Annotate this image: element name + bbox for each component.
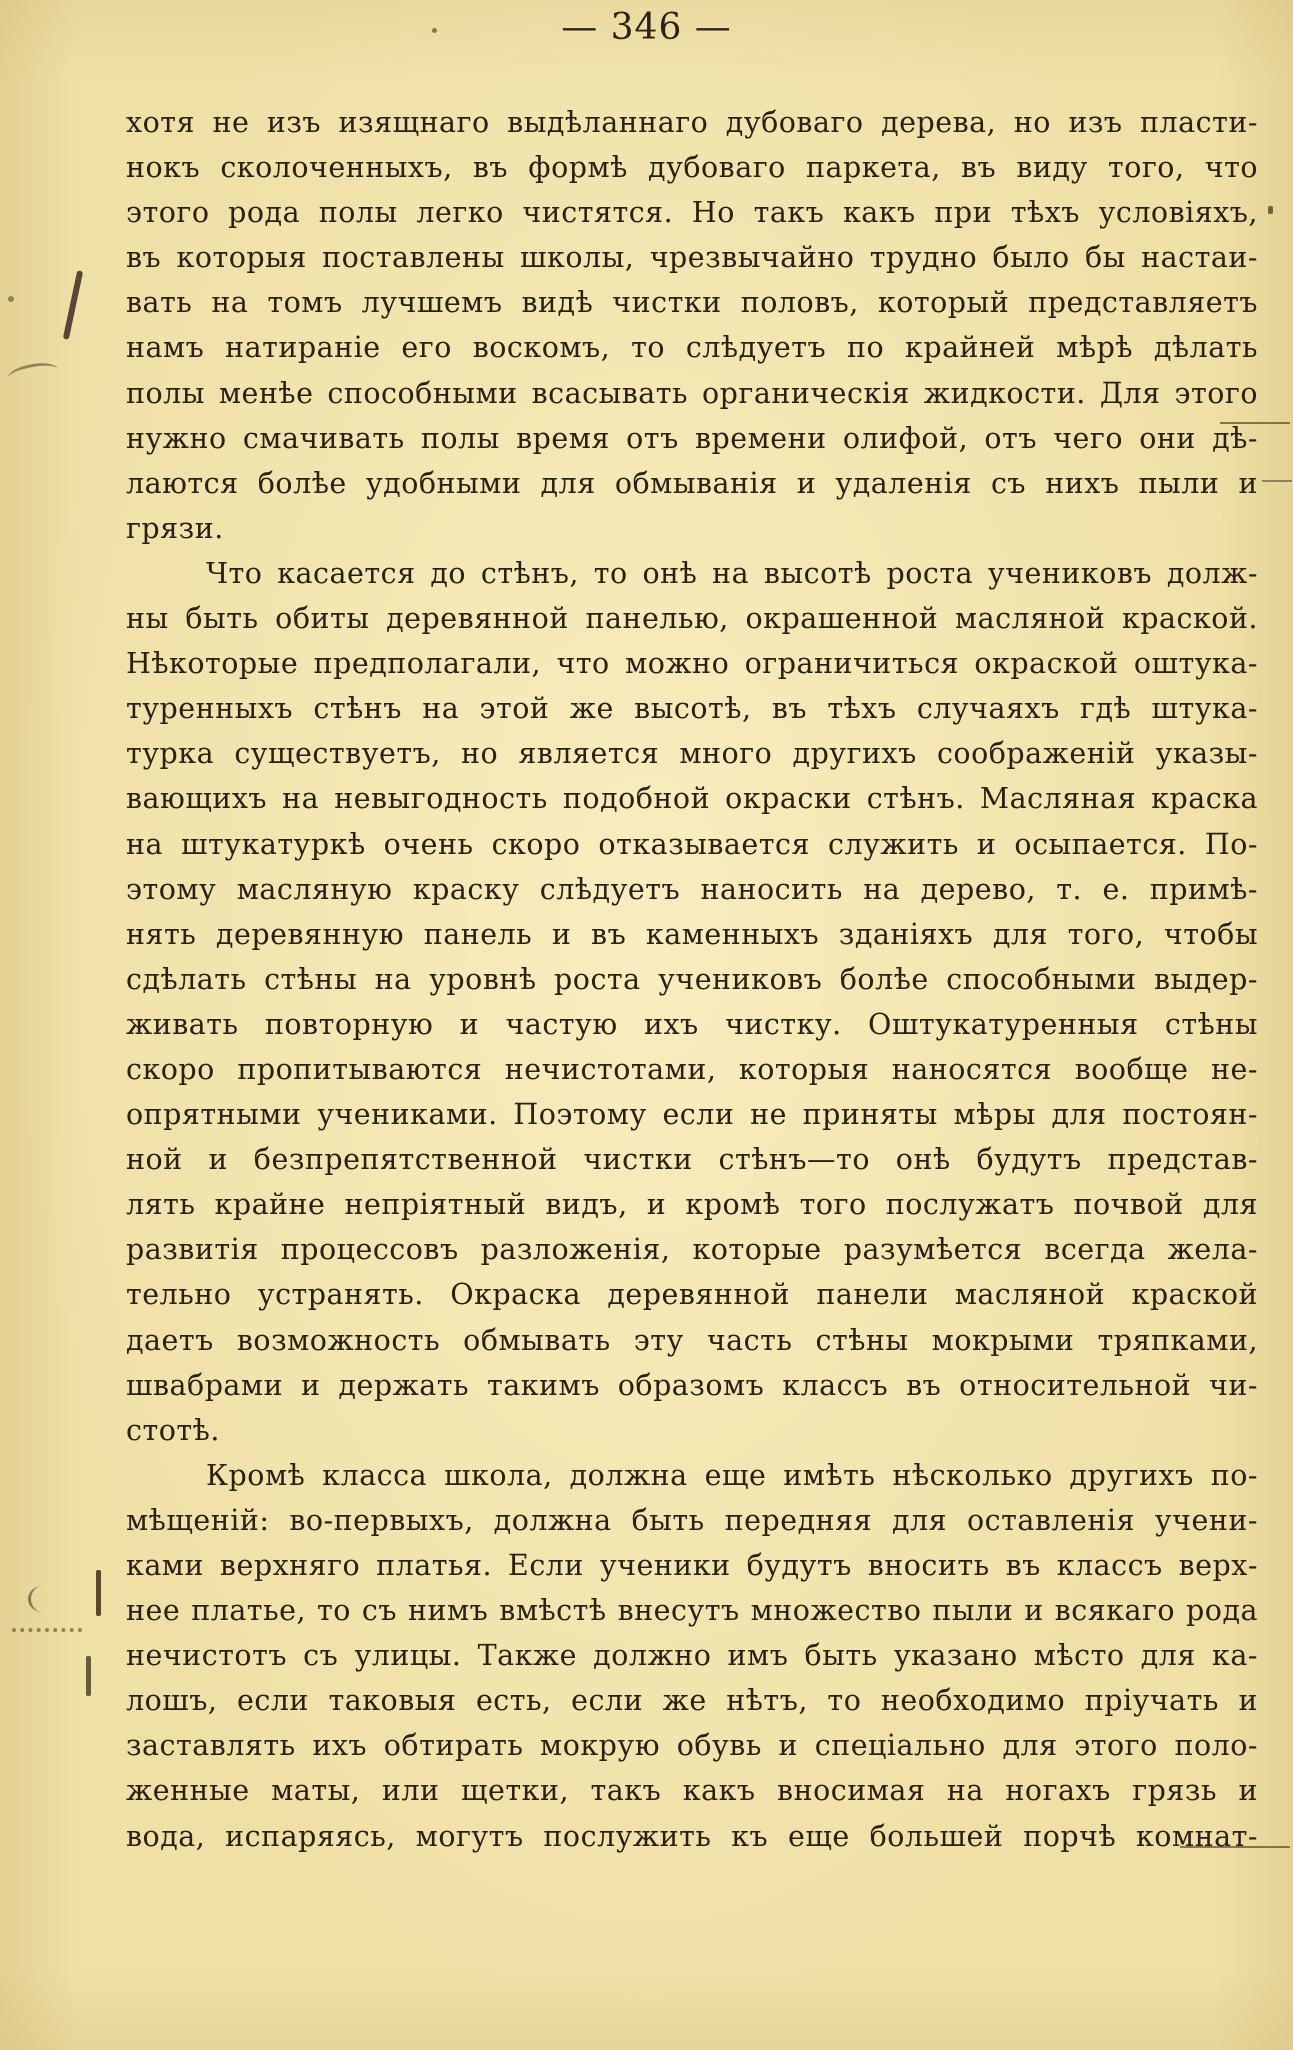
text-line: туренныхъ стѣнъ на этой же высотѣ, въ тѣхъ случаяхъ гдѣ штука-: [126, 692, 1258, 726]
text-line: Нѣкоторые предполагали, что можно ограничиться окраской оштука-: [126, 647, 1258, 681]
text-line: сдѣлать стѣны на уровнѣ роста учениковъ болѣе способными выдер-: [126, 962, 1258, 996]
text-line: хотя не изъ изящнаго выдѣланнаго дубоваго дерева, но изъ пласти-: [126, 106, 1258, 139]
text-line: живать повторную и частую ихъ чистку. Оштукатуренныя стѣны: [126, 1007, 1258, 1041]
text-line: женные маты, или щетки, такъ какъ вносимая на ногахъ грязь и: [126, 1774, 1258, 1808]
text-line: швабрами и держать такимъ образомъ классъ въ относительной чи-: [126, 1368, 1258, 1402]
text-line: скоро пропитываются нечистотами, которыя наносятся вообще не-: [126, 1052, 1258, 1086]
margin-dotted-mark: [12, 1628, 82, 1636]
paragraph: [126, 1453, 1258, 1859]
text-line: тельно устранять. Окраска деревянной панели масляной краской: [126, 1278, 1258, 1312]
text-line: лаются болѣе удобными для обмыванія и удаленія съ нихъ пыли и: [126, 466, 1258, 500]
text-line: ны быть обиты деревянной панелью, окрашенной масляной краской.: [126, 602, 1258, 636]
text-line: нять деревянную панель и въ каменныхъ зданіяхъ для того, чтобы: [126, 917, 1258, 951]
text-line: лять крайне непріятный видъ, и кромѣ того послужатъ почвой для: [126, 1188, 1258, 1222]
text-line: заставлять ихъ обтирать мокрую обувь и спеціально для этого поло-: [126, 1729, 1258, 1763]
text-line: этому масляную краску слѣдуетъ наносить на дерево, т. е. примѣ-: [126, 872, 1258, 906]
text-line: нокъ сколоченныхъ, въ формѣ дубоваго паркета, въ виду того, что: [126, 151, 1258, 185]
text-line: Что касается до стѣнъ, то онѣ на высотѣ роста учениковъ долж-: [206, 556, 1258, 590]
margin-ink-mark: [1268, 206, 1273, 214]
text-line: турка существуетъ, но является много другихъ соображеній указы-: [126, 737, 1258, 771]
margin-ink-dot: [8, 296, 14, 302]
text-line: даетъ возможность обмывать эту часть стѣны мокрыми тряпками,: [126, 1323, 1258, 1357]
margin-underline: [1262, 480, 1292, 482]
text-line: намъ натираніе его воскомъ, то слѣдуетъ по крайней мѣрѣ дѣлать: [126, 331, 1258, 365]
text-line: полы менѣе способными всасывать органическія жидкости. Для этого: [126, 376, 1258, 410]
text-line: грязи.: [126, 511, 224, 545]
text-line: мѣщеній: во-первыхъ, должна быть передняя для оставленія учени-: [126, 1503, 1258, 1537]
page-number: — 346 —: [561, 7, 732, 48]
paragraph: [126, 551, 1258, 1453]
text-line: ной и безпрепятственной чистки стѣнъ—то онѣ будутъ представ-: [126, 1143, 1258, 1177]
body-text: [126, 100, 1258, 1859]
text-line: вающихъ на невыгодность подобной окраски стѣнъ. Масляная краска: [126, 782, 1258, 816]
text-line: лошъ, если таковыя есть, если же нѣтъ, то необходимо пріучать и: [126, 1684, 1258, 1718]
margin-pencil-tick: [86, 1656, 91, 1696]
text-line: вода, испаряясь, могутъ послужить къ еще большей порчѣ комнат-: [126, 1819, 1258, 1853]
text-line: нечистотъ съ улицы. Также должно имъ быть указано мѣсто для ка-: [126, 1639, 1258, 1673]
text-line: въ которыя поставлены школы, чрезвычайно трудно было бы настаи-: [126, 241, 1258, 275]
text-line: Кромѣ класса школа, должна еще имѣть нѣсколько другихъ по-: [206, 1458, 1258, 1492]
text-line: опрятными учениками. Поэтому если не приняты мѣры для постоян-: [126, 1098, 1258, 1132]
margin-pencil-tick: [96, 1570, 101, 1616]
paragraph: [126, 100, 1258, 551]
text-line: стотѣ.: [126, 1413, 220, 1447]
text-line: вать на томъ лучшемъ видѣ чистки половъ, который представляетъ: [126, 286, 1258, 320]
text-line: этого рода полы легко чистятся. Но такъ какъ при тѣхъ условіяхъ,: [126, 196, 1258, 230]
text-line: на штукатуркѣ очень скоро отказывается служить и осыпается. По-: [126, 827, 1258, 861]
margin-scribble: [7, 360, 60, 387]
text-line: развитія процессовъ разложенія, которые разумѣется всегда жела-: [126, 1233, 1258, 1267]
text-line: нее платье, то съ нимъ вмѣстѣ внесутъ множество пыли и всякаго рода: [126, 1594, 1258, 1628]
text-line: нужно смачивать полы время отъ времени олифой, отъ чего они дѣ-: [126, 421, 1258, 455]
margin-scribble: [28, 1586, 57, 1612]
margin-pencil-slash: [63, 270, 83, 340]
text-line: ками верхняго платья. Если ученики будутъ вносить въ классъ верх-: [126, 1549, 1258, 1582]
